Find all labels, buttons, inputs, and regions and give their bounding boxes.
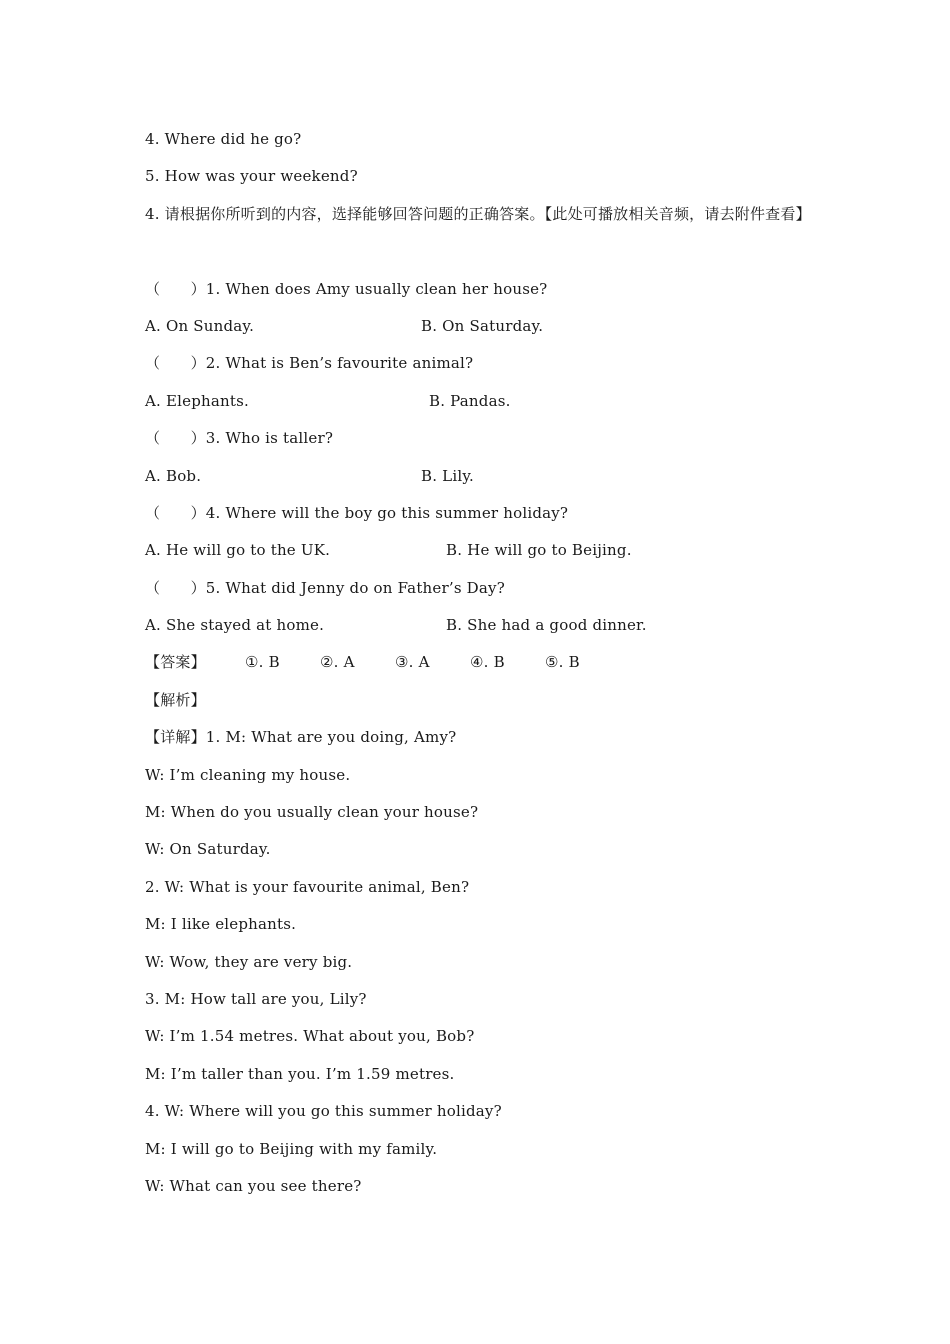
answer-item: ②. A [320, 653, 355, 672]
option-b: B. She had a good dinner. [446, 616, 647, 635]
question-options [145, 308, 825, 345]
spacer [145, 233, 825, 270]
transcript-line: W: Wow, they are very big. [145, 952, 353, 971]
question-stem: （ ）4. Where will the boy go this summer holiday? [145, 503, 569, 522]
question-stem: （ ）1. When does Amy usually clean her house? [145, 279, 548, 298]
answer-line [145, 644, 825, 681]
transcript-line: W: I’m 1.54 metres. What about you, Bob? [145, 1027, 475, 1046]
transcript-line: 3. M: How tall are you, Lily? [145, 990, 367, 1008]
answer-item: ③. A [395, 653, 430, 672]
option-a: A. Bob. [145, 466, 202, 485]
transcript-line: W: I’m cleaning my house. [145, 765, 351, 784]
option-a: A. On Sunday. [145, 316, 255, 335]
option-b: B. Lily. [421, 466, 474, 485]
question-options [145, 607, 825, 644]
transcript-line: 【详解】1. M: What are you doing, Amy? [145, 728, 457, 747]
option-b: B. He will go to Beijing. [446, 541, 632, 560]
answer-item: ①. B [245, 653, 280, 672]
transcript-line: 2. W: What is your favourite animal, Ben? [145, 877, 470, 896]
option-a: A. He will go to the UK. [145, 541, 331, 560]
transcript-line: M: When do you usually clean your house? [145, 803, 479, 822]
option-b: B. Pandas. [429, 391, 511, 410]
answer-item: ④. B [470, 653, 505, 672]
transcript-line: M: I will go to Beijing with my family. [145, 1139, 438, 1158]
transcript-line: 4. W: Where will you go this summer holiday? [145, 1102, 502, 1121]
question-options [145, 458, 825, 495]
question-options [145, 532, 825, 569]
answer-item: ⑤. B [545, 653, 580, 672]
option-b: B. On Saturday. [421, 316, 544, 335]
question-line: 5. How was your weekend? [145, 167, 358, 186]
question-options [145, 383, 825, 420]
question-stem: （ ）5. What did Jenny do on Father’s Day? [145, 578, 505, 597]
transcript-line: M: I’m taller than you. I’m 1.59 metres. [145, 1064, 455, 1083]
transcript-line: W: What can you see there? [145, 1176, 362, 1195]
analysis-label: 【解析】 [145, 690, 206, 709]
option-a: A. Elephants. [145, 391, 249, 410]
option-a: A. She stayed at home. [145, 616, 325, 635]
section-instruction: 4. 请根据你所听到的内容，选择能够回答问题的正确答案。【此处可播放相关音频，请去附件查看】 [145, 204, 811, 223]
document-page [145, 121, 825, 1205]
answer-label: 【答案】 [145, 653, 206, 672]
question-stem: （ ）2. What is Ben’s favourite animal? [145, 354, 474, 373]
question-stem: （ ）3. Who is taller? [145, 429, 334, 448]
transcript-line: M: I like elephants. [145, 915, 297, 934]
question-line: 4. Where did he go? [145, 130, 302, 148]
transcript-line: W: On Saturday. [145, 840, 271, 859]
